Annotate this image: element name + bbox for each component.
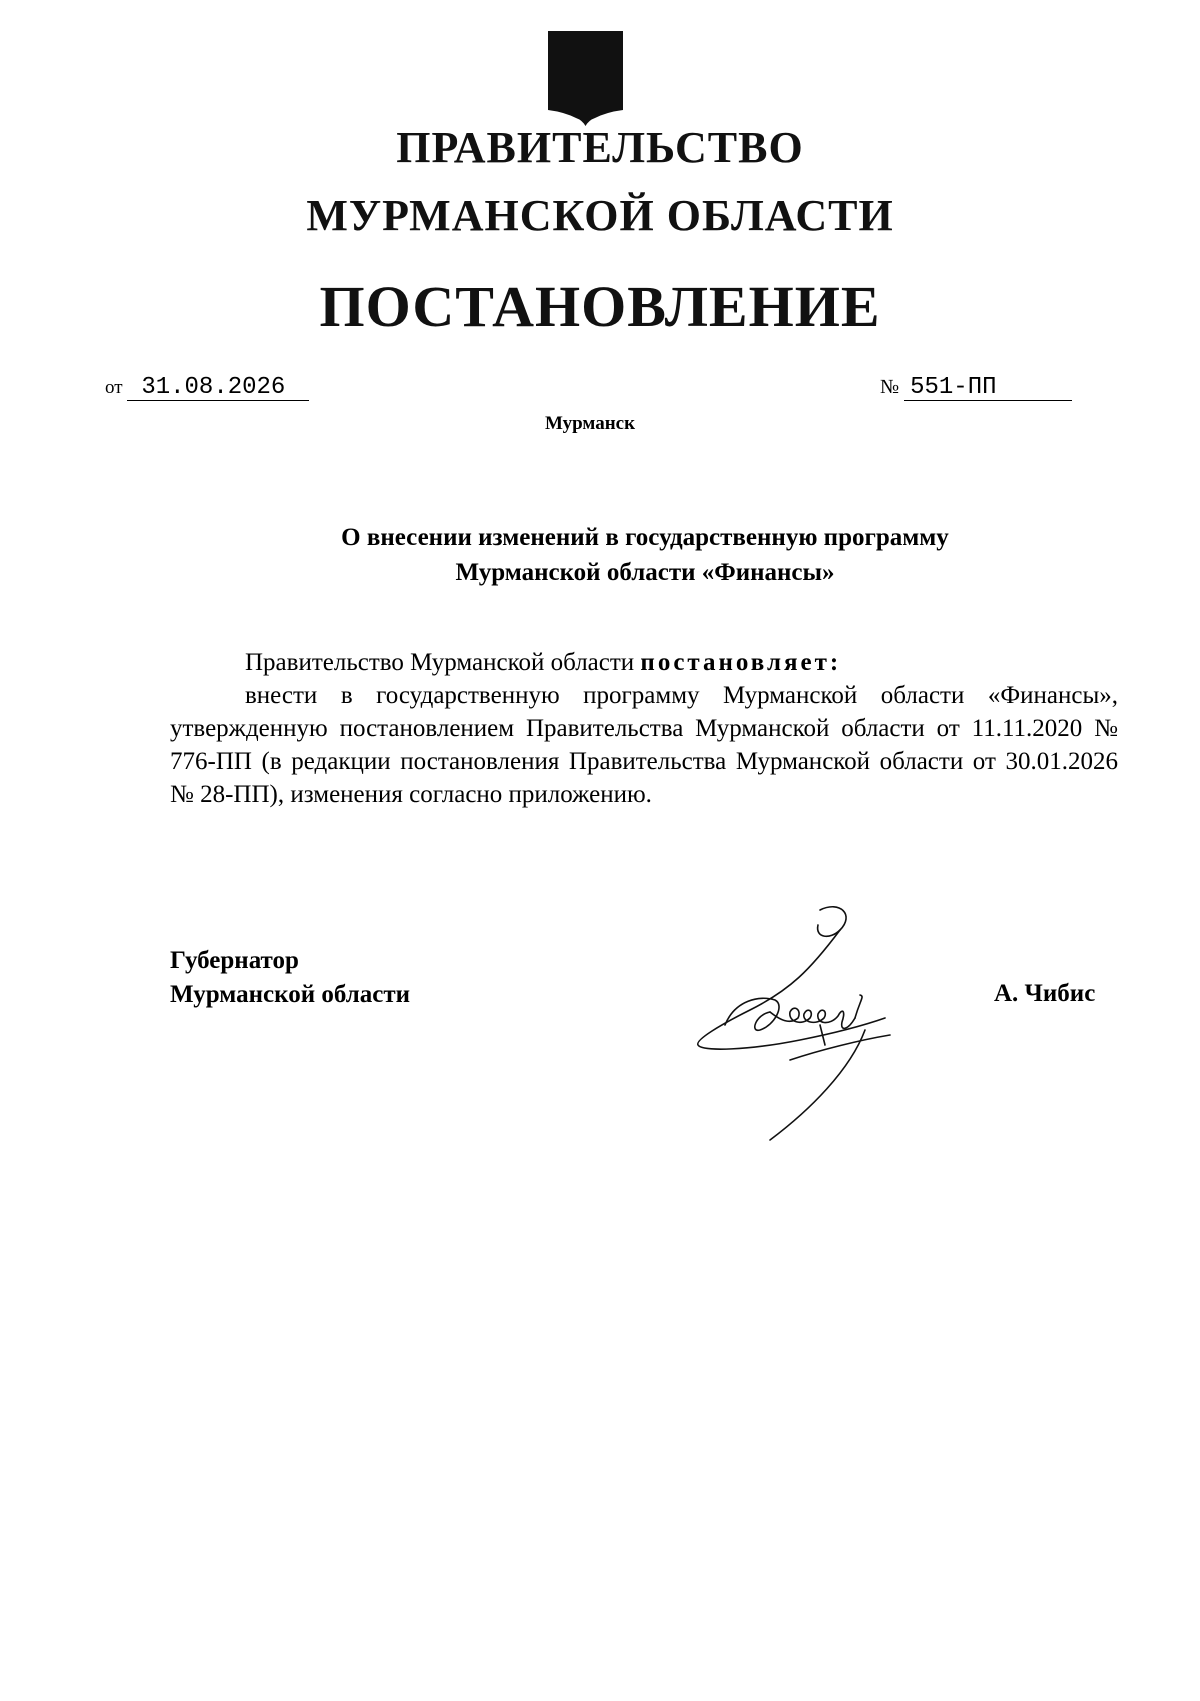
document-type-title: ПОСТАНОВЛЕНИЕ: [319, 274, 881, 339]
number-row: [880, 376, 1072, 401]
date-prefix: от: [105, 377, 123, 398]
date-row: [105, 376, 309, 401]
document-number: 551-ПП: [904, 376, 1072, 401]
coat-of-arms-emblem: [547, 30, 624, 126]
intro-text: Правительство Мурманской области: [245, 649, 635, 676]
signer-title: [170, 944, 410, 1012]
org-name-line2: МУРМАНСКОЙ ОБЛАСТИ: [306, 191, 894, 240]
intro-verb: постановляет:: [640, 649, 842, 676]
city-name: Мурманск: [544, 413, 636, 434]
number-prefix: №: [880, 376, 900, 398]
subject-line1: О внесении изменений в государственную программу: [341, 524, 949, 551]
main-paragraph: внести в государственную программу Мурманской области «Финансы», утвержденную постановлением Правительства Мурманской области от 11.11.2020 № 776-ПП (в редакции постановления Правительства Мурманской области от 30.01.2026 № 28-ПП), изменения согласно приложению.: [170, 682, 1118, 808]
signer-title-line2: Мурманской области: [170, 981, 411, 1008]
handwritten-signature: [690, 900, 950, 1160]
org-name-line1: ПРАВИТЕЛЬСТВО: [396, 123, 804, 172]
signer-title-line1: Губернатор: [170, 947, 299, 974]
signer-name: А. Чибис: [994, 980, 1096, 1007]
document-subject: [0, 520, 1200, 590]
intro-paragraph: [170, 646, 1118, 679]
document-body: [170, 646, 1118, 811]
document-date: 31.08.2026: [127, 376, 309, 401]
subject-line2: Мурманской области «Финансы»: [455, 559, 835, 586]
